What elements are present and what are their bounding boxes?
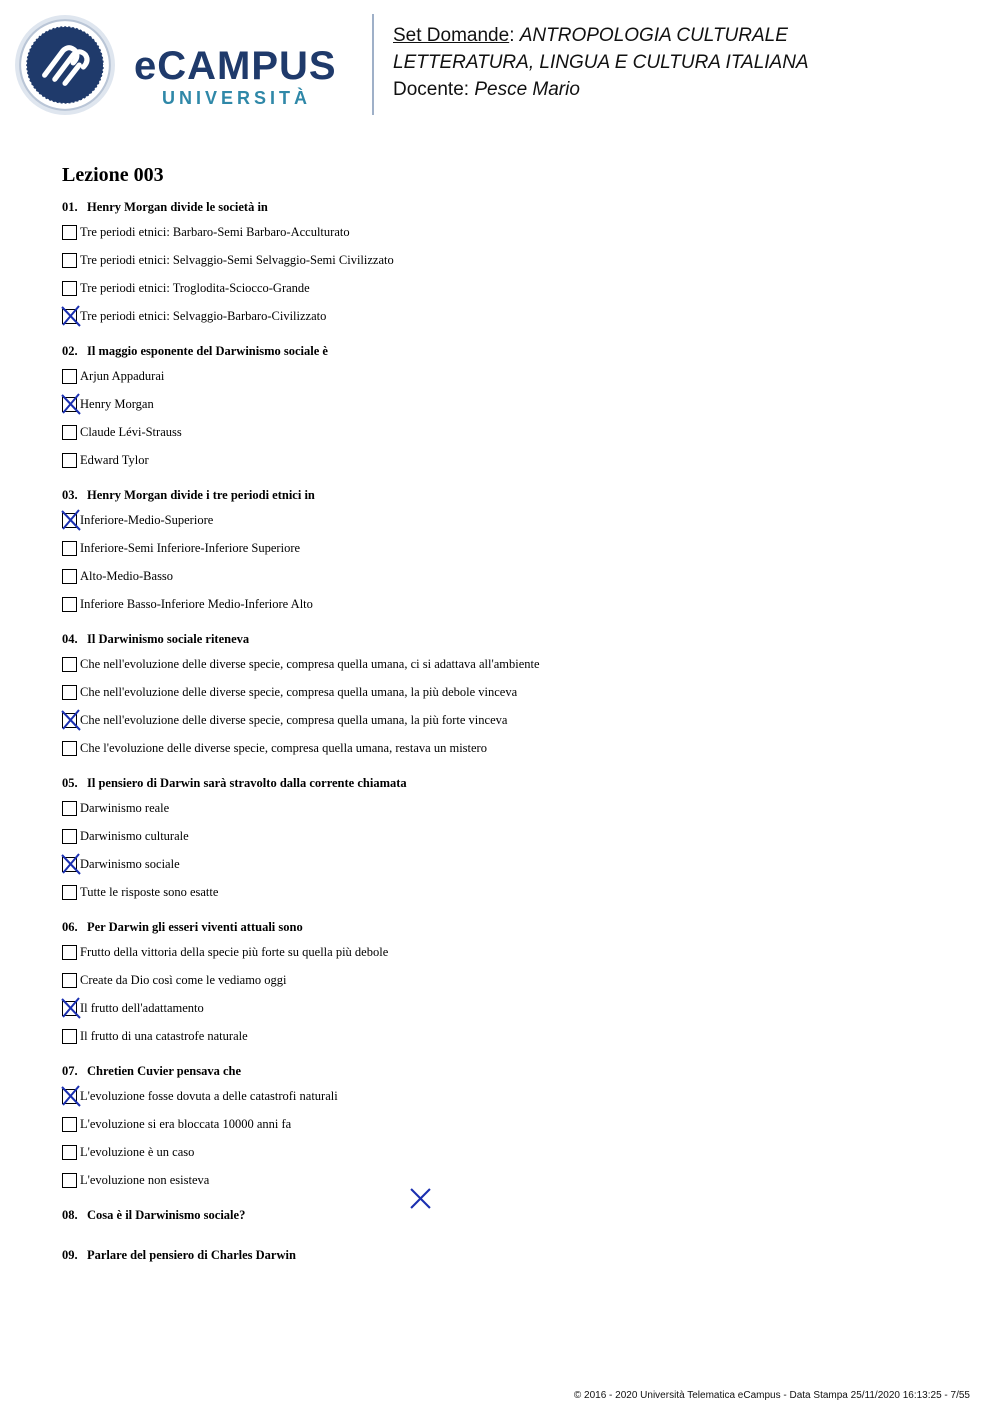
option-text: Che nell'evoluzione delle diverse specie, compresa quella umana, la più forte vinceva bbox=[80, 713, 508, 727]
checkbox[interactable] bbox=[62, 945, 77, 960]
check-cross-icon bbox=[61, 305, 81, 327]
option-text: Claude Lévi-Strauss bbox=[80, 425, 182, 439]
question-title bbox=[62, 343, 962, 359]
checkbox[interactable] bbox=[62, 1029, 77, 1044]
option-text: Tutte le risposte sono esatte bbox=[80, 885, 219, 899]
question-block bbox=[62, 199, 962, 330]
question-block bbox=[62, 631, 962, 762]
teacher-label: Docente: bbox=[393, 79, 470, 100]
question-block bbox=[62, 775, 962, 906]
subject-line-2-row bbox=[393, 49, 809, 76]
checkbox[interactable] bbox=[62, 973, 77, 988]
option-text: Tre periodi etnici: Barbaro-Semi Barbaro-Acculturato bbox=[80, 225, 350, 239]
option-text: Il frutto dell'adattamento bbox=[80, 1001, 204, 1015]
answer-option[interactable] bbox=[62, 390, 962, 418]
question-number: 04. bbox=[62, 632, 78, 646]
answer-option[interactable] bbox=[62, 274, 962, 302]
universita-wordmark: UNIVERSITÀ bbox=[162, 88, 312, 108]
question-list bbox=[62, 162, 962, 1287]
option-text: Che l'evoluzione delle diverse specie, compresa quella umana, restava un mistero bbox=[80, 741, 487, 755]
question-text: Cosa è il Darwinismo sociale? bbox=[87, 1208, 246, 1222]
checkbox[interactable] bbox=[62, 801, 77, 816]
question-text: Chretien Cuvier pensava che bbox=[87, 1064, 242, 1078]
question-text: Il pensiero di Darwin sarà stravolto dalla corrente chiamata bbox=[87, 776, 407, 790]
page-header bbox=[0, 0, 1000, 130]
answer-option[interactable] bbox=[62, 734, 962, 762]
open-question bbox=[62, 1207, 962, 1223]
option-text: Il frutto di una catastrofe naturale bbox=[80, 1029, 248, 1043]
stray-cross-mark-icon bbox=[410, 1188, 431, 1209]
option-text: Tre periodi etnici: Selvaggio-Barbaro-Civilizzato bbox=[80, 309, 327, 323]
option-text: Inferiore Basso-Inferiore Medio-Inferiore Alto bbox=[80, 597, 313, 611]
answer-option[interactable] bbox=[62, 1082, 962, 1110]
option-text: Darwinismo sociale bbox=[80, 857, 180, 871]
option-text: L'evoluzione non esisteva bbox=[80, 1173, 210, 1187]
check-cross-icon bbox=[61, 1085, 81, 1107]
ecampus-wordmark: eCAMPUS bbox=[134, 44, 337, 88]
check-cross-icon bbox=[61, 853, 81, 875]
option-text: Darwinismo reale bbox=[80, 801, 170, 815]
set-label: Set Domande bbox=[393, 25, 510, 46]
answer-option[interactable] bbox=[62, 362, 962, 390]
open-questions bbox=[62, 1207, 962, 1263]
checkbox[interactable] bbox=[62, 741, 77, 756]
header-info bbox=[393, 22, 809, 103]
option-text: Inferiore-Semi Inferiore-Inferiore Superiore bbox=[80, 541, 301, 555]
answer-option[interactable] bbox=[62, 446, 962, 474]
checkbox[interactable] bbox=[62, 541, 77, 556]
answer-option[interactable] bbox=[62, 938, 962, 966]
checkbox[interactable] bbox=[62, 885, 77, 900]
checkbox[interactable] bbox=[62, 1173, 77, 1188]
check-cross-icon bbox=[61, 709, 81, 731]
check-cross-icon bbox=[61, 509, 81, 531]
answer-option[interactable] bbox=[62, 878, 962, 906]
option-text: Frutto della vittoria della specie più forte su quella più debole bbox=[80, 945, 389, 959]
question-block bbox=[62, 487, 962, 618]
question-text: Henry Morgan divide i tre periodi etnici in bbox=[87, 488, 315, 502]
checkbox[interactable] bbox=[62, 569, 77, 584]
option-text: Che nell'evoluzione delle diverse specie, compresa quella umana, ci si adattava all'ambiente bbox=[80, 657, 540, 671]
question-title bbox=[62, 631, 962, 647]
question-number: 05. bbox=[62, 776, 78, 790]
answer-option[interactable] bbox=[62, 302, 962, 330]
question-block bbox=[62, 919, 962, 1050]
option-text: L'evoluzione è un caso bbox=[80, 1145, 195, 1159]
question-title bbox=[62, 199, 962, 215]
option-text: Henry Morgan bbox=[80, 397, 154, 411]
answer-option[interactable] bbox=[62, 1166, 962, 1194]
checkbox[interactable] bbox=[62, 281, 77, 296]
question-number: 08. bbox=[62, 1208, 78, 1222]
answer-option[interactable] bbox=[62, 506, 962, 534]
subject-line-1: ANTROPOLOGIA CULTURALE bbox=[519, 25, 788, 46]
checkbox[interactable] bbox=[62, 453, 77, 468]
answer-option[interactable] bbox=[62, 562, 962, 590]
teacher-line bbox=[393, 76, 809, 103]
question-number: 03. bbox=[62, 488, 78, 502]
header-divider bbox=[372, 14, 374, 115]
answer-option[interactable] bbox=[62, 418, 962, 446]
answer-option[interactable] bbox=[62, 1022, 962, 1050]
option-text: L'evoluzione si era bloccata 10000 anni fa bbox=[80, 1117, 292, 1131]
ecampus-seal-logo bbox=[14, 14, 116, 116]
question-title bbox=[62, 775, 962, 791]
option-text: Che nell'evoluzione delle diverse specie, compresa quella umana, la più debole vinceva bbox=[80, 685, 518, 699]
checkbox[interactable] bbox=[62, 657, 77, 672]
open-question bbox=[62, 1247, 962, 1263]
answer-option[interactable] bbox=[62, 218, 962, 246]
question-text: Parlare del pensiero di Charles Darwin bbox=[87, 1248, 296, 1262]
answer-option[interactable] bbox=[62, 678, 962, 706]
option-text: Tre periodi etnici: Selvaggio-Semi Selvaggio-Semi Civilizzato bbox=[80, 253, 394, 267]
option-text: Darwinismo culturale bbox=[80, 829, 189, 843]
answer-option[interactable] bbox=[62, 822, 962, 850]
set-line: Set Domande: ANTROPOLOGIA CULTURALE bbox=[393, 25, 788, 46]
checkbox[interactable] bbox=[62, 225, 77, 240]
subject-line-2: LETTERATURA, LINGUA E CULTURA ITALIANA bbox=[393, 52, 809, 73]
question-number: 02. bbox=[62, 344, 78, 358]
question-title bbox=[62, 487, 962, 503]
question-number: 09. bbox=[62, 1248, 78, 1262]
question-number: 01. bbox=[62, 200, 78, 214]
question-text: Il Darwinismo sociale riteneva bbox=[87, 632, 250, 646]
option-text: Alto-Medio-Basso bbox=[80, 569, 174, 583]
answer-option[interactable] bbox=[62, 794, 962, 822]
multiple-choice-questions bbox=[62, 199, 962, 1194]
check-cross-icon bbox=[61, 393, 81, 415]
option-text: Edward Tylor bbox=[80, 453, 149, 467]
lesson-title: Lezione 003 bbox=[62, 164, 164, 186]
question-title bbox=[62, 1063, 962, 1079]
answer-option[interactable] bbox=[62, 706, 962, 734]
option-text: Tre periodi etnici: Troglodita-Sciocco-Grande bbox=[80, 281, 310, 295]
answer-option[interactable] bbox=[62, 1110, 962, 1138]
answer-option[interactable] bbox=[62, 1138, 962, 1166]
option-text: Create da Dio così come le vediamo oggi bbox=[80, 973, 287, 987]
answer-option[interactable] bbox=[62, 850, 962, 878]
answer-option[interactable] bbox=[62, 246, 962, 274]
answer-option[interactable] bbox=[62, 994, 962, 1022]
teacher-name: Pesce Mario bbox=[474, 79, 580, 100]
question-text: Per Darwin gli esseri viventi attuali sono bbox=[87, 920, 303, 934]
checkbox[interactable] bbox=[62, 1117, 77, 1132]
question-text: Henry Morgan divide le società in bbox=[87, 200, 268, 214]
page-footer: © 2016 - 2020 Università Telematica eCampus - Data Stampa 25/11/2020 16:13:25 - 7/55 bbox=[573, 1390, 970, 1401]
checkbox[interactable] bbox=[62, 597, 77, 612]
answer-option[interactable] bbox=[62, 650, 962, 678]
checkbox[interactable] bbox=[62, 253, 77, 268]
question-block bbox=[62, 1063, 962, 1194]
question-number: 06. bbox=[62, 920, 78, 934]
answer-option[interactable] bbox=[62, 590, 962, 618]
answer-option[interactable] bbox=[62, 534, 962, 562]
question-number: 07. bbox=[62, 1064, 78, 1078]
option-text: Arjun Appadurai bbox=[80, 369, 165, 383]
question-text: Il maggio esponente del Darwinismo sociale è bbox=[87, 344, 328, 358]
check-cross-icon bbox=[61, 997, 81, 1019]
checkbox[interactable] bbox=[62, 425, 77, 440]
question-block bbox=[62, 343, 962, 474]
checkbox[interactable] bbox=[62, 685, 77, 700]
checkbox[interactable] bbox=[62, 1145, 77, 1160]
option-text: Inferiore-Medio-Superiore bbox=[80, 513, 214, 527]
checkbox[interactable] bbox=[62, 369, 77, 384]
checkbox[interactable] bbox=[62, 829, 77, 844]
question-title bbox=[62, 919, 962, 935]
answer-option[interactable] bbox=[62, 966, 962, 994]
option-text: L'evoluzione fosse dovuta a delle catastrofi naturali bbox=[80, 1089, 338, 1103]
